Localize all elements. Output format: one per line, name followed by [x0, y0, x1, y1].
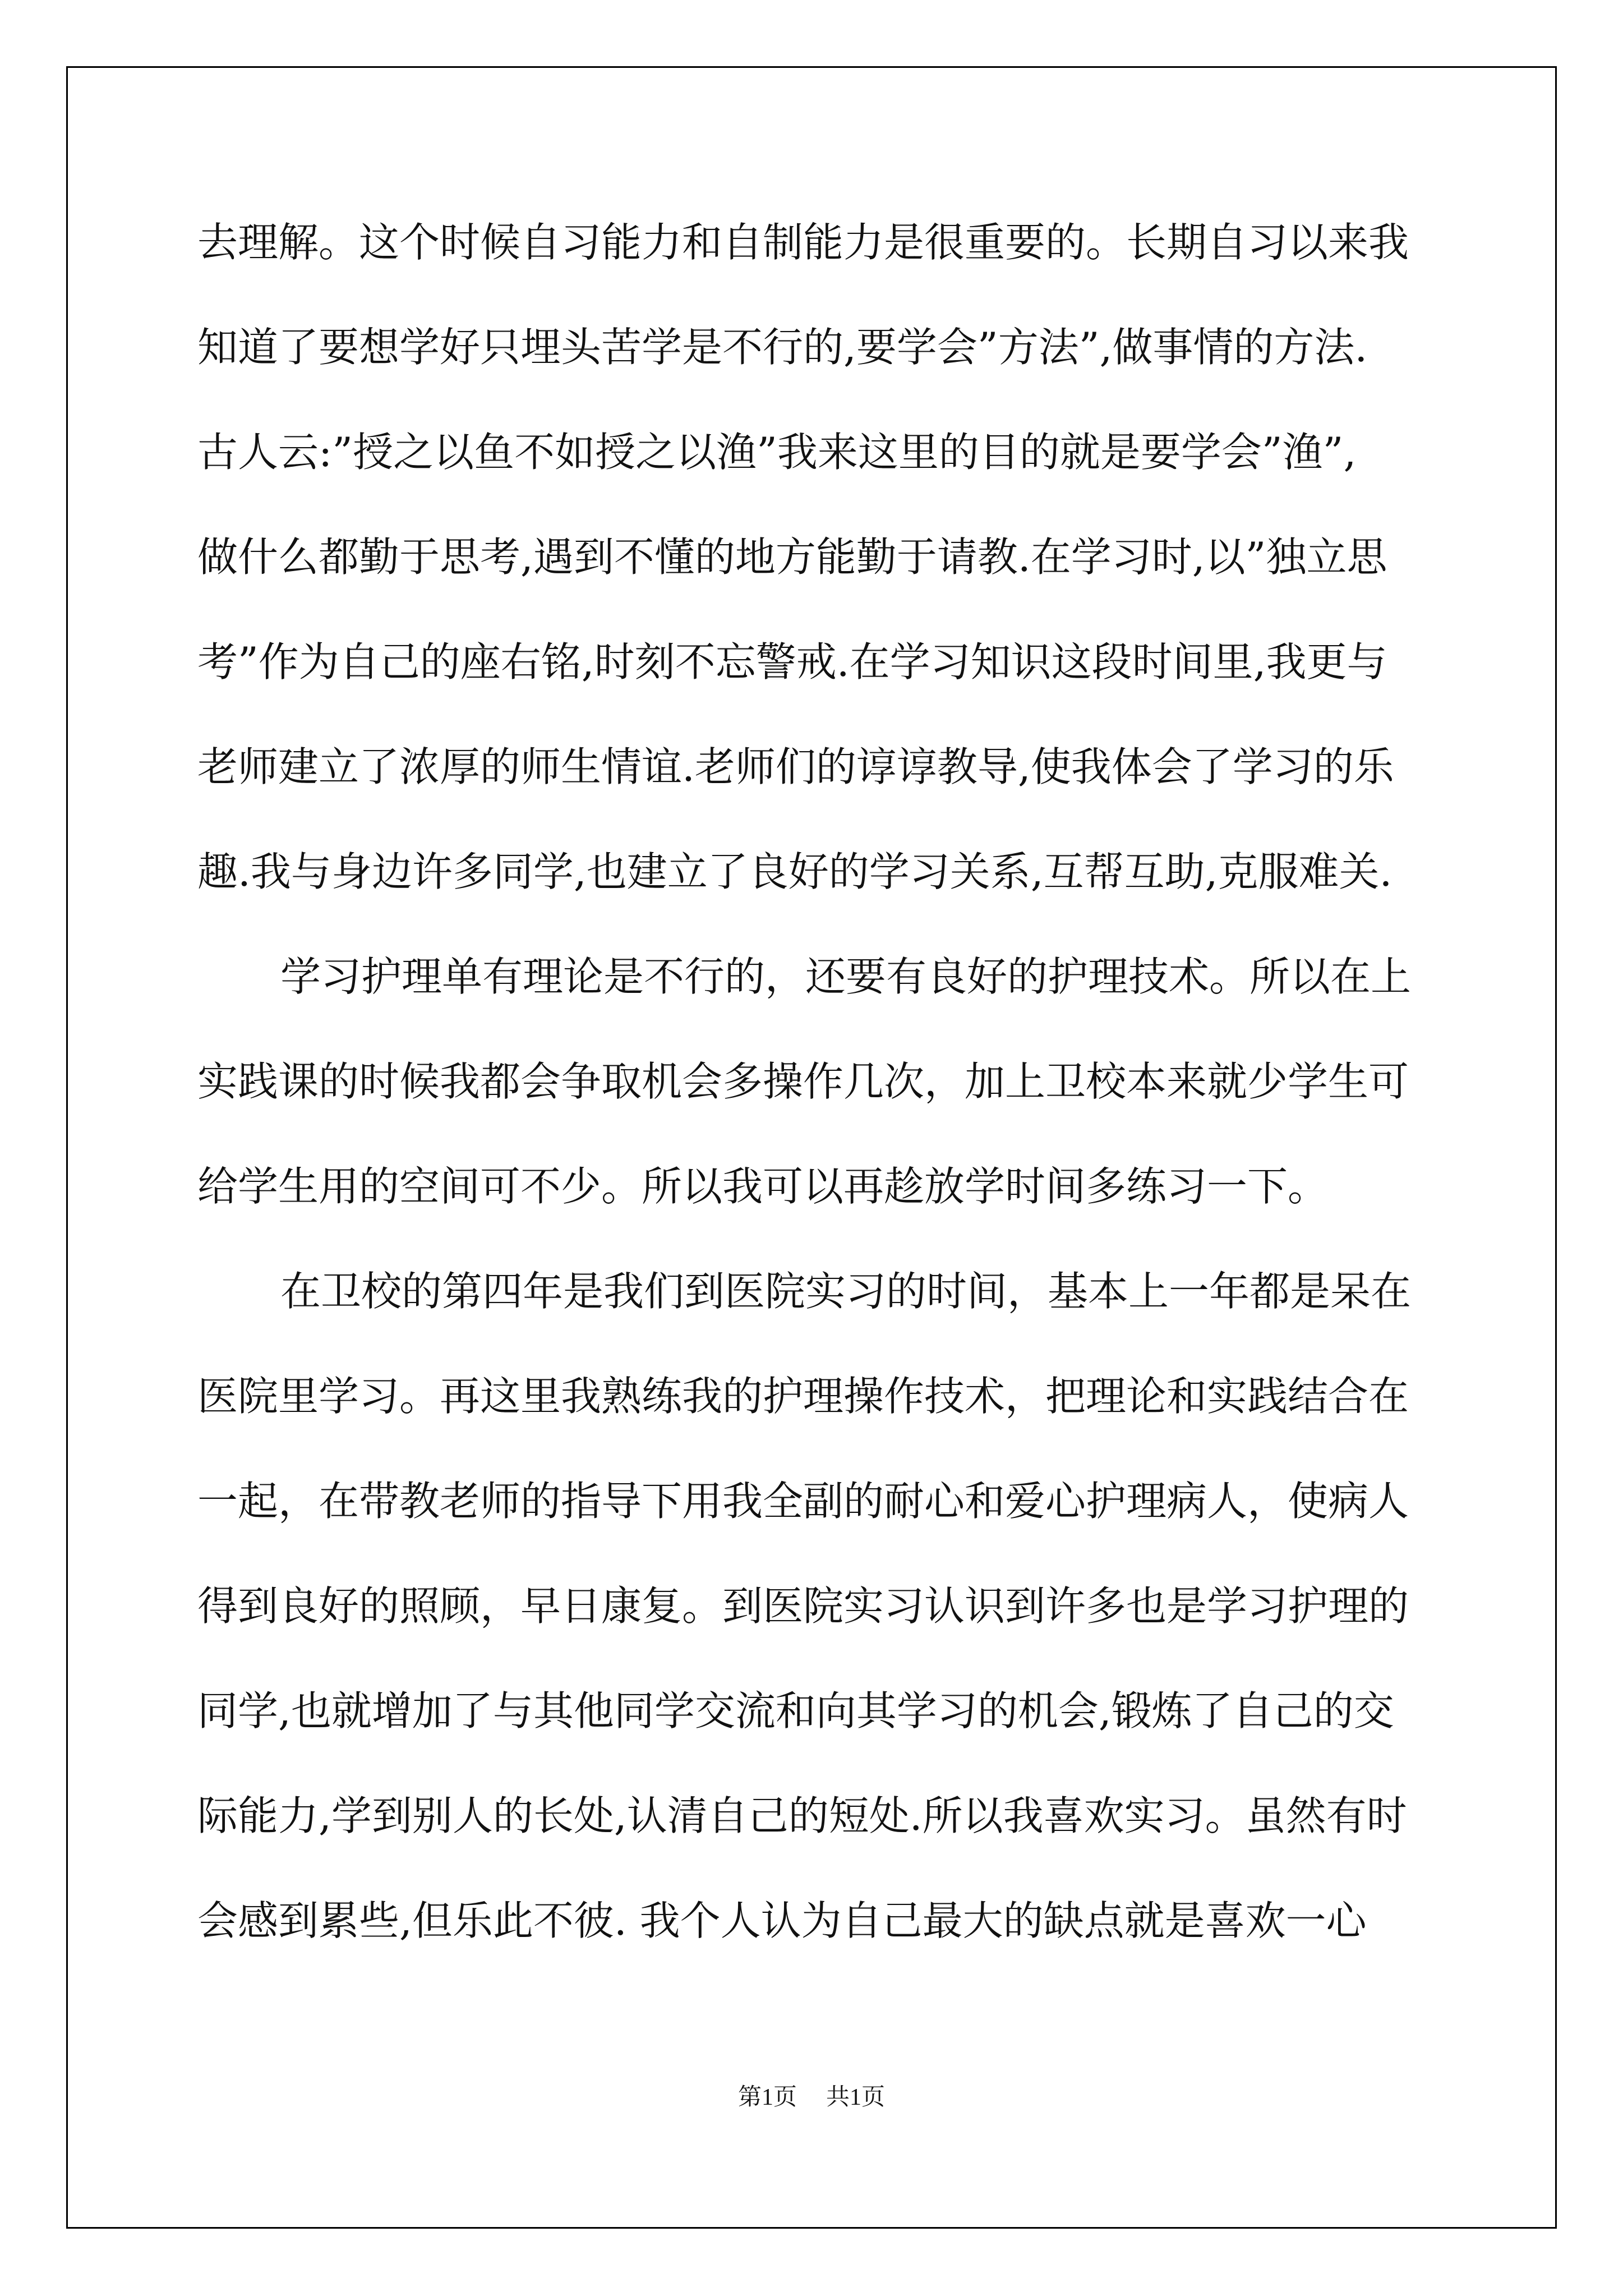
- text-line: 做什么都勤于思考,遇到不懂的地方能勤于请教.在学习时,以”独立思: [197, 533, 1387, 581]
- page-number: 第1页: [737, 2085, 797, 2110]
- page-total: 共1页: [826, 2085, 886, 2110]
- text-line: 去理解。这个时候自习能力和自制能力是很重要的。长期自习以来我: [197, 219, 1409, 266]
- paragraph-first-line: 学习护理单有理论是不行的，还要有良好的护理技术。所以在上: [280, 953, 1412, 1000]
- text-line: 同学,也就增加了与其他同学交流和向其学习的机会,锻炼了自己的交: [197, 1687, 1394, 1734]
- text-line: 考”作为自己的座右铭,时刻不忘警戒.在学习知识这段时间里,我更与: [197, 638, 1387, 685]
- text-line: 一起，在带教老师的指导下用我全副的耐心和爱心护理病人，使病人: [197, 1478, 1409, 1525]
- text-line: 医院里学习。再这里我熟练我的护理操作技术，把理论和实践结合在: [197, 1373, 1409, 1420]
- text-line: 知道了要想学好只埋头苦学是不行的,要学会”方法”,做事情的方法.: [197, 324, 1368, 371]
- paragraph-first-line: 在卫校的第四年是我们到医院实习的时间，基本上一年都是呆在: [280, 1268, 1412, 1315]
- text-line: 际能力,学到别人的长处,认清自己的短处.所以我喜欢实习。虽然有时: [197, 1792, 1407, 1839]
- text-line: 老师建立了浓厚的师生情谊.老师们的谆谆教导,使我体会了学习的乐: [197, 743, 1394, 790]
- page-footer: [0, 2078, 1623, 2112]
- text-line: 古人云:”授之以鱼不如授之以渔”我来这里的目的就是要学会”渔”,: [197, 429, 1357, 476]
- text-line: 趣.我与身边许多同学,也建立了良好的学习关系,互帮互助,克服难关.: [197, 848, 1393, 895]
- text-line: 给学生用的空间可不少。所以我可以再趁放学时间多练习一下。: [197, 1163, 1329, 1210]
- text-line: 得到良好的照顾，早日康复。到医院实习认识到许多也是学习护理的: [197, 1582, 1409, 1630]
- text-line: 会感到累些,但乐此不彼. 我个人认为自己最大的缺点就是喜欢一心: [197, 1897, 1367, 1944]
- document-body: [197, 203, 1431, 1986]
- text-line: 实践课的时候我都会争取机会多操作几次，加上卫校本来就少学生可: [197, 1058, 1409, 1105]
